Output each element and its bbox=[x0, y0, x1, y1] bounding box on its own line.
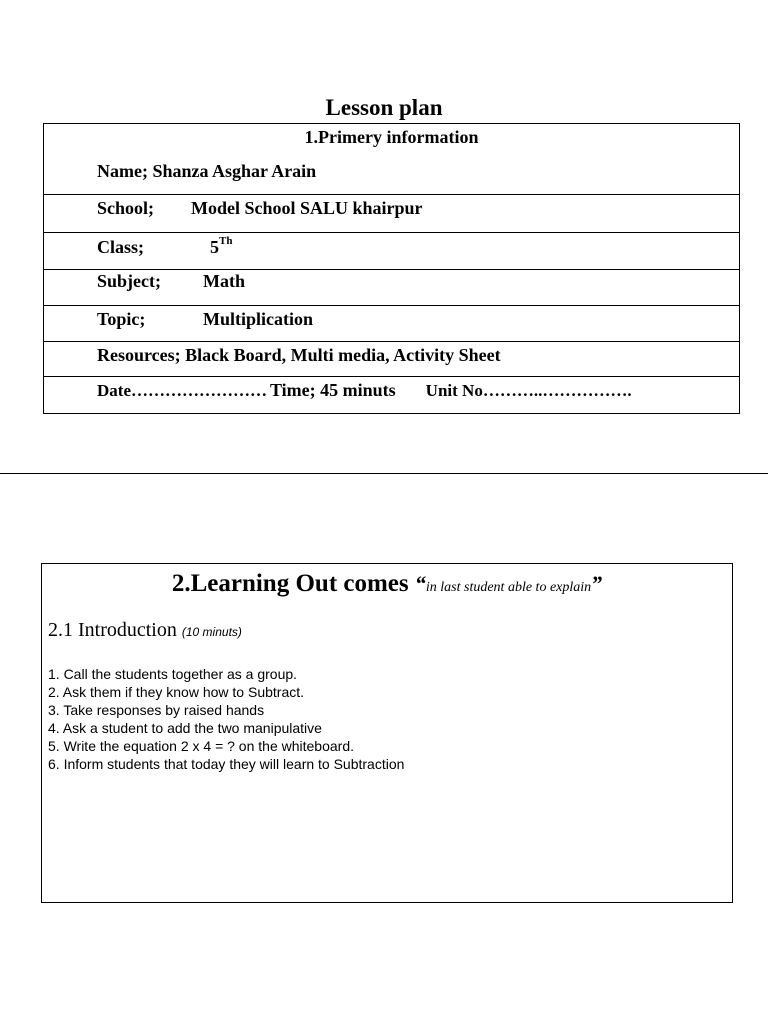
info-row-school bbox=[44, 195, 739, 233]
page-divider bbox=[0, 473, 768, 474]
class-label: Class; bbox=[97, 237, 145, 257]
introduction-heading bbox=[48, 618, 242, 644]
steps-list bbox=[48, 665, 404, 773]
list-item: 6. Inform students that today they will learn to Subtraction bbox=[48, 756, 405, 772]
info-row-name bbox=[44, 124, 739, 195]
class-superscript: Th bbox=[219, 235, 233, 247]
school-label: School; bbox=[97, 198, 155, 218]
info-row-class bbox=[44, 233, 739, 270]
learning-outcomes-title: 2.Learning Out comes bbox=[171, 570, 409, 597]
learning-outcomes-note: in last student able to explain bbox=[425, 580, 592, 595]
list-item: 3. Take responses by raised hands bbox=[48, 702, 265, 718]
page-title: Lesson plan bbox=[325, 95, 443, 120]
introduction-title: 2.1 Introduction bbox=[48, 619, 177, 641]
date-field: Date…………………… bbox=[97, 381, 267, 400]
info-row-date-time bbox=[44, 377, 739, 413]
name-text: Name; Shanza Asghar Arain bbox=[97, 161, 317, 181]
info-row-topic bbox=[44, 306, 739, 342]
section-heading-primary-info: 1.Primery information bbox=[304, 127, 479, 147]
resources-text: Resources; Black Board, Multi media, Activity Sheet bbox=[97, 345, 501, 365]
class-value: 5Th bbox=[210, 235, 233, 257]
open-quote: “ bbox=[414, 571, 426, 596]
close-quote: ” bbox=[591, 571, 603, 596]
list-item: 1. Call the students together as a group. bbox=[48, 666, 298, 682]
list-item: 5. Write the equation 2 x 4 = ? on the whiteboard. bbox=[48, 738, 354, 754]
learning-outcomes-box bbox=[41, 563, 733, 903]
learning-outcomes-heading bbox=[42, 568, 732, 604]
info-row-resources bbox=[44, 342, 739, 377]
subject-label: Subject; bbox=[97, 271, 161, 291]
subject-value: Math bbox=[203, 271, 245, 291]
unit-field: Unit No………..……………. bbox=[425, 381, 632, 400]
school-value: Model School SALU khairpur bbox=[191, 198, 423, 218]
introduction-duration: (10 minuts) bbox=[181, 625, 242, 639]
info-row-subject bbox=[44, 270, 739, 306]
primary-info-table bbox=[43, 123, 740, 414]
time-field: Time; 45 minuts bbox=[269, 380, 396, 400]
topic-value: Multiplication bbox=[203, 309, 314, 329]
topic-label: Topic; bbox=[97, 309, 146, 329]
list-item: 2. Ask them if they know how to Subtract. bbox=[48, 684, 305, 700]
list-item: 4. Ask a student to add the two manipulative bbox=[48, 720, 322, 736]
